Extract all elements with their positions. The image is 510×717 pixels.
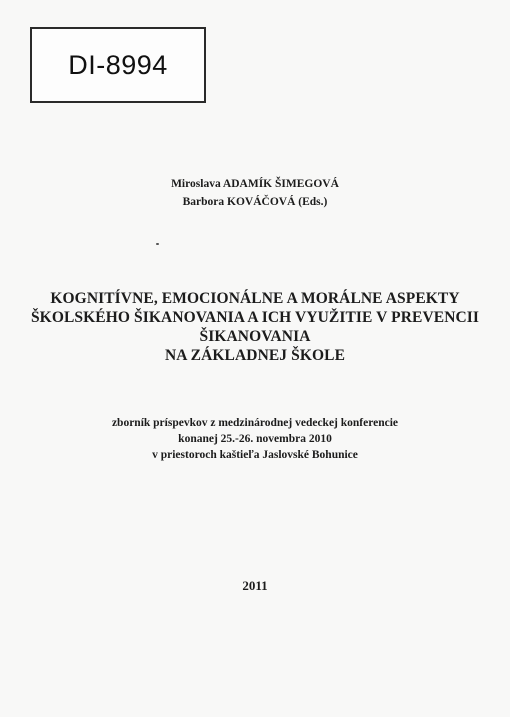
publication-year: 2011 xyxy=(242,578,268,593)
author-2: Barbora KOVÁČOVÁ (Eds.) xyxy=(182,196,328,208)
title-line-2: ŠKOLSKÉHO ŠIKANOVANIA A ICH VYUŽITIE V PREVENCII xyxy=(30,309,480,326)
author-1: Miroslava ADAMÍK ŠIMEGOVÁ xyxy=(171,178,339,190)
catalog-code: DI-8994 xyxy=(68,49,168,80)
subtitle-line-2: konanej 25.-26. novembra 2010 xyxy=(178,433,332,445)
subtitle-line-1: zborník príspevkov z medzinárodnej vedeckej konferencie xyxy=(111,417,399,429)
document-title xyxy=(0,289,510,365)
document-subtitle xyxy=(0,415,510,463)
subtitle-line-3: v priestoroch kaštieľa Jaslovské Bohunice xyxy=(152,449,358,461)
title-line-4: NA ZÁKLADNEJ ŠKOLE xyxy=(164,347,346,364)
authors-block xyxy=(0,175,510,211)
title-line-3: ŠIKANOVANIA xyxy=(199,328,311,345)
scan-speck xyxy=(156,243,159,245)
catalog-label xyxy=(30,27,206,103)
title-line-1: KOGNITÍVNE, EMOCIONÁLNE A MORÁLNE ASPEKTY xyxy=(50,290,460,307)
